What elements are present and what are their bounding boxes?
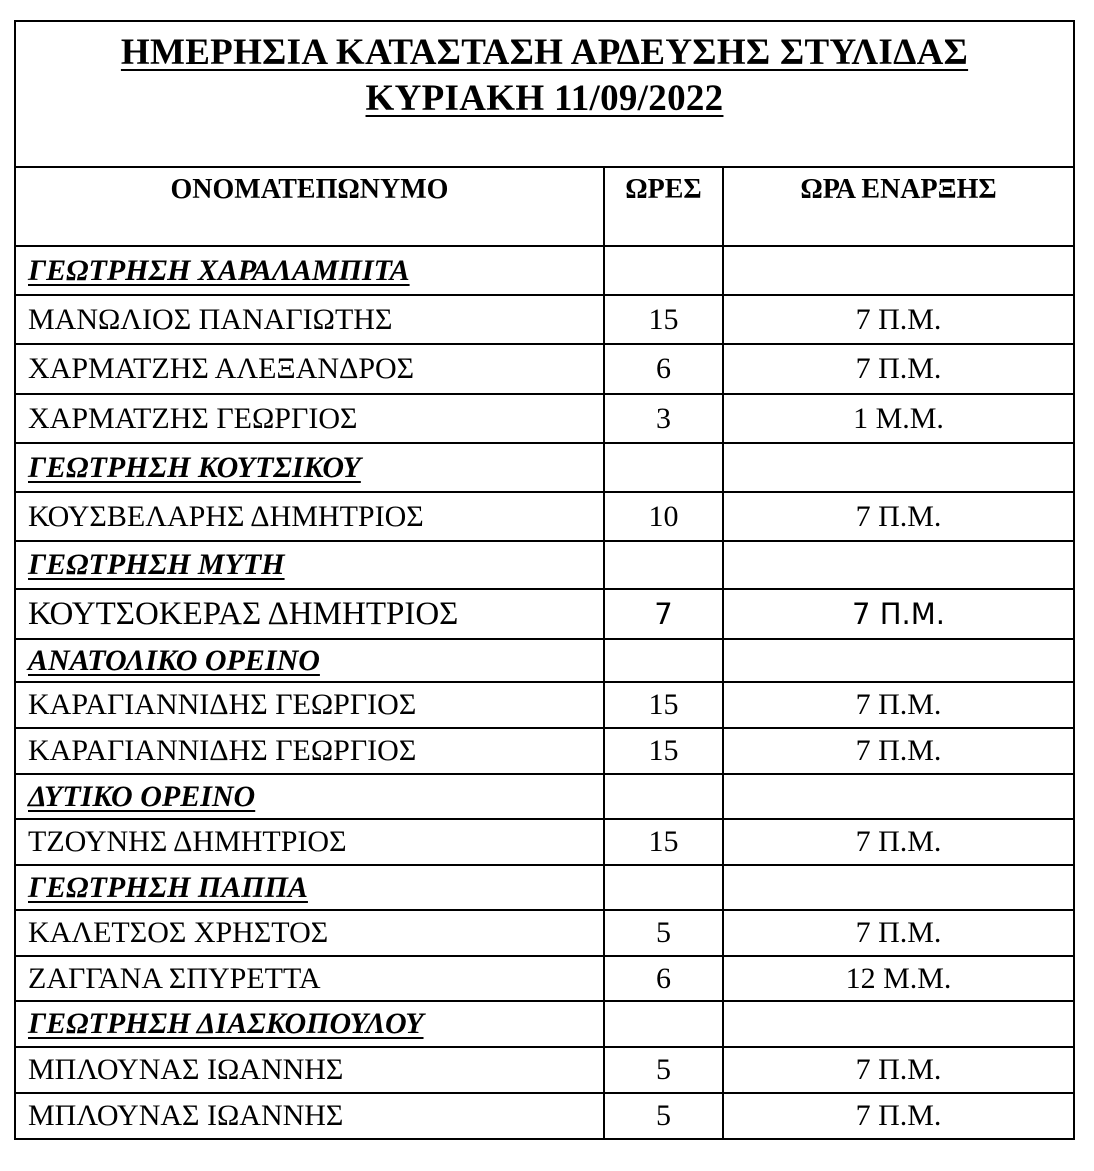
section-row bbox=[16, 639, 1073, 682]
schedule-table bbox=[16, 168, 1073, 1138]
start-time-cell: 1 Μ.Μ. bbox=[723, 394, 1073, 443]
start-time-cell: 7 Π.Μ. bbox=[723, 819, 1073, 865]
table-row bbox=[16, 1093, 1073, 1138]
hours-cell: 10 bbox=[604, 492, 723, 541]
person-name: ΜΠΛΟΥΝΑΣ ΙΩΑΝΝΗΣ bbox=[16, 1093, 604, 1138]
start-time-cell: 7 Π.Μ. bbox=[723, 589, 1073, 639]
person-name: ΚΑΛΕΤΣΟΣ ΧΡΗΣΤΟΣ bbox=[16, 910, 604, 956]
hours-cell bbox=[604, 541, 723, 589]
section-title: ΓΕΩΤΡΗΣΗ ΚΟΥΤΣΙΚΟΥ bbox=[16, 443, 604, 492]
person-name: ΚΑΡΑΓΙΑΝΝΙΔΗΣ ΓΕΩΡΓΙΟΣ bbox=[16, 682, 604, 728]
hours-cell bbox=[604, 443, 723, 492]
person-name: ΚΑΡΑΓΙΑΝΝΙΔΗΣ ΓΕΩΡΓΙΟΣ bbox=[16, 728, 604, 774]
title-box bbox=[16, 22, 1073, 168]
table-row bbox=[16, 1047, 1073, 1093]
table-row bbox=[16, 819, 1073, 865]
hours-cell: 6 bbox=[604, 344, 723, 394]
table-header-row bbox=[16, 168, 1073, 246]
person-name: ΜΑΝΩΛΙΟΣ ΠΑΝΑΓΙΩΤΗΣ bbox=[16, 295, 604, 344]
start-time-cell: 7 Π.Μ. bbox=[723, 910, 1073, 956]
start-time-cell bbox=[723, 1001, 1073, 1047]
section-title: ΑΝΑΤΟΛΙΚΟ ΟΡΕΙΝΟ bbox=[16, 639, 604, 682]
hours-cell: 3 bbox=[604, 394, 723, 443]
start-time-cell: 7 Π.Μ. bbox=[723, 295, 1073, 344]
table-row bbox=[16, 910, 1073, 956]
table-row bbox=[16, 344, 1073, 394]
person-name: ΚΟΥΤΣΟΚΕΡΑΣ ΔΗΜΗΤΡΙΟΣ bbox=[16, 589, 604, 639]
section-title: ΔΥΤΙΚΟ ΟΡΕΙΝΟ bbox=[16, 774, 604, 819]
person-name: ΧΑΡΜΑΤΖΗΣ ΑΛΕΞΑΝΔΡΟΣ bbox=[16, 344, 604, 394]
section-row bbox=[16, 865, 1073, 910]
start-time-cell bbox=[723, 639, 1073, 682]
hours-cell: 15 bbox=[604, 295, 723, 344]
hours-cell bbox=[604, 865, 723, 910]
start-time-cell bbox=[723, 246, 1073, 295]
start-time-cell: 7 Π.Μ. bbox=[723, 1093, 1073, 1138]
start-time-cell: 7 Π.Μ. bbox=[723, 728, 1073, 774]
section-row bbox=[16, 541, 1073, 589]
person-name: ΖΑΓΓΑΝΑ ΣΠΥΡΕΤΤΑ bbox=[16, 956, 604, 1001]
hours-cell: 15 bbox=[604, 728, 723, 774]
table-row bbox=[16, 492, 1073, 541]
column-header-hours: ΩΡΕΣ bbox=[604, 168, 723, 246]
document-title: ΗΜΕΡΗΣΙΑ ΚΑΤΑΣΤΑΣΗ ΑΡΔΕΥΣΗΣ ΣΤΥΛΙΔΑΣ bbox=[120, 32, 969, 73]
start-time-cell: 7 Π.Μ. bbox=[723, 344, 1073, 394]
table-row bbox=[16, 295, 1073, 344]
hours-cell bbox=[604, 639, 723, 682]
section-row bbox=[16, 246, 1073, 295]
irrigation-schedule-document bbox=[14, 20, 1075, 1140]
hours-cell bbox=[604, 1001, 723, 1047]
start-time-cell: 7 Π.Μ. bbox=[723, 682, 1073, 728]
column-header-name: ΟΝΟΜΑΤΕΠΩΝΥΜΟ bbox=[16, 168, 604, 246]
table-row bbox=[16, 728, 1073, 774]
section-row bbox=[16, 1001, 1073, 1047]
person-name: ΧΑΡΜΑΤΖΗΣ ΓΕΩΡΓΙΟΣ bbox=[16, 394, 604, 443]
hours-cell: 15 bbox=[604, 819, 723, 865]
start-time-cell: 7 Π.Μ. bbox=[723, 492, 1073, 541]
start-time-cell: 7 Π.Μ. bbox=[723, 1047, 1073, 1093]
person-name: ΚΟΥΣΒΕΛΑΡΗΣ ΔΗΜΗΤΡΙΟΣ bbox=[16, 492, 604, 541]
section-title: ΓΕΩΤΡΗΣΗ ΠΑΠΠΑ bbox=[16, 865, 604, 910]
start-time-cell bbox=[723, 541, 1073, 589]
person-name: ΤΖΟΥΝΗΣ ΔΗΜΗΤΡΙΟΣ bbox=[16, 819, 604, 865]
hours-cell: 5 bbox=[604, 910, 723, 956]
section-row bbox=[16, 443, 1073, 492]
column-header-start-time: ΩΡΑ ΕΝΑΡΞΗΣ bbox=[723, 168, 1073, 246]
section-title: ΓΕΩΤΡΗΣΗ ΧΑΡΑΛΑΜΠΙΤΑ bbox=[16, 246, 604, 295]
hours-cell: 5 bbox=[604, 1093, 723, 1138]
hours-cell: 5 bbox=[604, 1047, 723, 1093]
section-title: ΓΕΩΤΡΗΣΗ ΜΥΤΗ bbox=[16, 541, 604, 589]
start-time-cell bbox=[723, 865, 1073, 910]
table-row bbox=[16, 956, 1073, 1001]
table-row bbox=[16, 589, 1073, 639]
start-time-cell bbox=[723, 774, 1073, 819]
document-date: ΚΥΡΙΑΚΗ 11/09/2022 bbox=[365, 78, 724, 119]
hours-cell bbox=[604, 774, 723, 819]
hours-cell: 7 bbox=[604, 589, 723, 639]
start-time-cell bbox=[723, 443, 1073, 492]
section-title: ΓΕΩΤΡΗΣΗ ΔΙΑΣΚΟΠΟΥΛΟΥ bbox=[16, 1001, 604, 1047]
start-time-cell: 12 Μ.Μ. bbox=[723, 956, 1073, 1001]
hours-cell bbox=[604, 246, 723, 295]
person-name: ΜΠΛΟΥΝΑΣ ΙΩΑΝΝΗΣ bbox=[16, 1047, 604, 1093]
hours-cell: 6 bbox=[604, 956, 723, 1001]
table-row bbox=[16, 682, 1073, 728]
table-row bbox=[16, 394, 1073, 443]
hours-cell: 15 bbox=[604, 682, 723, 728]
section-row bbox=[16, 774, 1073, 819]
